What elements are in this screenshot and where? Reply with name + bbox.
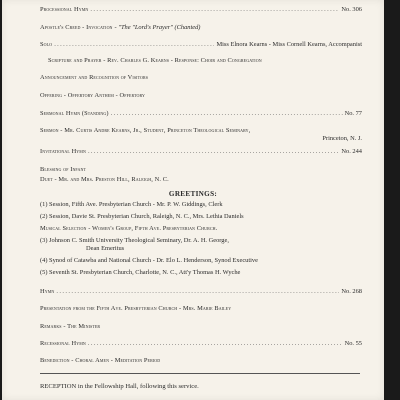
leader-dots (54, 41, 214, 48)
sermonal-hymn-number: No. 77 (344, 110, 362, 117)
recessional-hymn-label: Recessional Hymn (40, 340, 86, 347)
scripture-label: Scripture and Prayer - Rev. Charles G. Kearns - Response: Choir and Congregation (48, 57, 262, 64)
leader-dots (88, 148, 339, 155)
hymn-number: No. 268 (341, 288, 362, 295)
invitational-hymn-line (40, 148, 362, 155)
greeting-2-text: (2) Session, Davie St. Presbyterian Church, Raleigh, N. C., Mrs. Lethia Daniels (40, 213, 244, 220)
benediction-line (40, 357, 362, 364)
scripture-line (48, 57, 362, 64)
hymn-line (40, 288, 362, 295)
announcement-label: Announcement and Recognition of Visitors (40, 74, 149, 81)
recessional-hymn-line (40, 340, 362, 347)
leader-dots (88, 340, 343, 347)
sermonal-hymn-label: Sermonal Hymn (Standing) (40, 110, 109, 117)
blessing-label: Blessing of Infant (40, 166, 86, 173)
presentation-line (40, 305, 362, 312)
greeting-3-text: (3) Johnson C. Smith University Theological Seminary, Dr. A. H. George, (40, 237, 229, 244)
presentation-text: Presentation from the Fifth Ave. Presbyterian Church - Mrs. Marie Bailey (40, 305, 232, 312)
footer-rule (40, 373, 360, 374)
greeting-5 (40, 269, 362, 276)
offering-line (40, 92, 362, 99)
musical-selection-line (40, 225, 362, 232)
processional-hymn-label: Processional Hymn (40, 6, 89, 13)
leader-dots (90, 6, 339, 13)
duet-line (40, 176, 362, 183)
blessing-line (40, 166, 362, 173)
greeting-3 (40, 237, 362, 244)
greetings-heading: GREETINGS: (168, 190, 218, 198)
greeting-3-cont-text: Dean Emeritus (86, 245, 125, 252)
creed-label: Apostle's Creed - Invocation (40, 24, 113, 31)
duet-label: Duet - Mr. and Mrs. Preston Hill, Raleigh, N. C. (40, 176, 169, 183)
sermon-line (40, 127, 362, 134)
processional-hymn-number: No. 306 (341, 6, 362, 13)
leader-dots (56, 288, 339, 295)
musical-selection-text: Musical Selection - Women's Group, Fifth Ave. Presbyterian Church. (40, 225, 218, 232)
greeting-4 (40, 257, 362, 264)
greeting-1 (40, 201, 362, 208)
program-page (2, 0, 384, 400)
remarks-line (40, 323, 362, 330)
greeting-1-text: (1) Session, Fifth Ave. Presbyterian Church - Mr. P. W. Giddings, Clerk (40, 201, 223, 208)
benediction-text: Benediction - Choral Amen - Meditation Period (40, 357, 161, 364)
greeting-4-text: (4) Synod of Catawba and National Church - Dr. Elo L. Henderson, Synod Executive (40, 257, 258, 264)
solo-detail: Miss Elnora Kearns - Miss Cornell Kearns, Accompanist (216, 41, 362, 48)
sermon-label: Sermon - Mr. Curtis Andre Kearns, Jr., Student, Princeton Theological Seminary, (40, 127, 251, 134)
recessional-hymn-number: No. 55 (344, 340, 362, 347)
solo-line (40, 41, 362, 48)
greeting-3-continuation (86, 245, 362, 252)
offering-label: Offering - Offertory Anthem - Offertory (40, 92, 145, 99)
sermonal-hymn-line (40, 110, 362, 117)
processional-hymn-line (40, 6, 362, 13)
reception-note: RECEPTION in the Fellowship Hall, following this service. (40, 383, 199, 390)
invitational-hymn-number: No. 244 (341, 148, 362, 155)
creed-line (40, 24, 362, 31)
invitational-hymn-label: Invitational Hymn (40, 148, 86, 155)
announcement-line (40, 74, 362, 81)
remarks-text: Remarks - The Minister (40, 323, 101, 330)
solo-label: Solo (40, 41, 53, 48)
leader-dots (111, 110, 343, 117)
sermon-continuation: Princeton, N. J. (322, 135, 362, 142)
creed-tail: - "The "Lord's Prayer" (Chanted) (114, 24, 201, 31)
greeting-5-text: (5) Seventh St. Presbyterian Church, Charlotte, N. C., Att'y Thomas H. Wyche (40, 269, 241, 276)
hymn-label: Hymn (40, 288, 55, 295)
greeting-2 (40, 213, 362, 220)
